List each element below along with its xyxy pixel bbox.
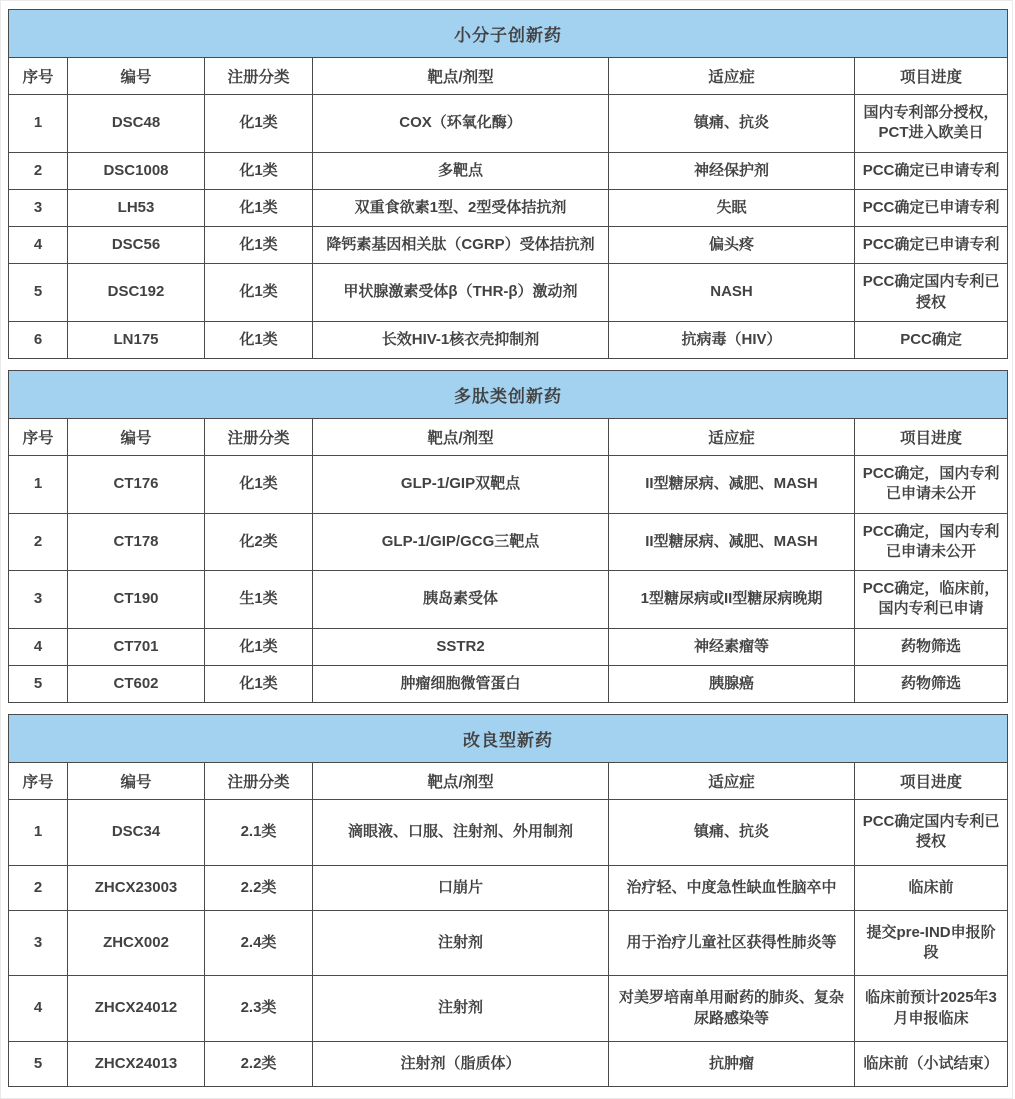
- table-row: [9, 665, 1008, 702]
- cell-target: 注射剂: [313, 976, 609, 1042]
- cell-target: COX（环氧化酶）: [313, 95, 609, 153]
- cell-category: 化1类: [205, 665, 313, 702]
- cell-code: LH53: [68, 189, 205, 226]
- column-header-category: 注册分类: [205, 58, 313, 95]
- cell-category: 化1类: [205, 321, 313, 358]
- cell-code: LN175: [68, 321, 205, 358]
- cell-code: DSC48: [68, 95, 205, 153]
- cell-progress: PCC确定国内专利已授权: [855, 264, 1008, 322]
- column-header-progress: 项目进度: [855, 58, 1008, 95]
- cell-no: 2: [9, 513, 68, 571]
- cell-indication: 治疗轻、中度急性缺血性脑卒中: [609, 865, 855, 910]
- cell-category: 化1类: [205, 152, 313, 189]
- table-improved-new-drugs: [8, 714, 1008, 1087]
- cell-category: 化2类: [205, 513, 313, 571]
- cell-code: ZHCX23003: [68, 865, 205, 910]
- column-header-code: 编号: [68, 419, 205, 456]
- cell-target: 注射剂: [313, 910, 609, 976]
- column-header-indication: 适应症: [609, 763, 855, 800]
- cell-target: 甲状腺激素受体β（THR-β）激动剂: [313, 264, 609, 322]
- table-title-row: [9, 371, 1008, 419]
- cell-category: 生1类: [205, 571, 313, 629]
- column-header-code: 编号: [68, 763, 205, 800]
- cell-target: 多靶点: [313, 152, 609, 189]
- cell-no: 3: [9, 189, 68, 226]
- cell-target: SSTR2: [313, 628, 609, 665]
- cell-progress: 临床前: [855, 865, 1008, 910]
- cell-progress: 药物筛选: [855, 628, 1008, 665]
- cell-progress: 临床前预计2025年3月申报临床: [855, 976, 1008, 1042]
- cell-target: 双重食欲素1型、2型受体拮抗剂: [313, 189, 609, 226]
- cell-progress: 提交pre-IND申报阶段: [855, 910, 1008, 976]
- cell-indication: 神经素瘤等: [609, 628, 855, 665]
- cell-category: 化1类: [205, 227, 313, 264]
- cell-category: 2.1类: [205, 800, 313, 866]
- cell-progress: PCC确定已申请专利: [855, 152, 1008, 189]
- cell-category: 化1类: [205, 189, 313, 226]
- cell-no: 1: [9, 95, 68, 153]
- table-row: [9, 571, 1008, 629]
- cell-progress: PCC确定已申请专利: [855, 227, 1008, 264]
- cell-indication: 神经保护剂: [609, 152, 855, 189]
- cell-code: DSC192: [68, 264, 205, 322]
- cell-indication: 用于治疗儿童社区获得性肺炎等: [609, 910, 855, 976]
- column-header-row: [9, 58, 1008, 95]
- cell-code: CT178: [68, 513, 205, 571]
- cell-code: CT701: [68, 628, 205, 665]
- cell-no: 2: [9, 152, 68, 189]
- table-row: [9, 227, 1008, 264]
- table-title-row: [9, 10, 1008, 58]
- column-header-target: 靶点/剂型: [313, 419, 609, 456]
- cell-progress: 临床前（小试结束）: [855, 1041, 1008, 1086]
- cell-code: DSC56: [68, 227, 205, 264]
- cell-indication: II型糖尿病、减肥、MASH: [609, 513, 855, 571]
- cell-no: 5: [9, 264, 68, 322]
- cell-category: 2.2类: [205, 865, 313, 910]
- cell-target: 胰岛素受体: [313, 571, 609, 629]
- cell-indication: 偏头疼: [609, 227, 855, 264]
- table-polypeptide-innovative-drugs: [8, 370, 1008, 703]
- cell-category: 2.3类: [205, 976, 313, 1042]
- cell-no: 5: [9, 665, 68, 702]
- column-header-target: 靶点/剂型: [313, 763, 609, 800]
- cell-progress: PCC确定，国内专利已申请未公开: [855, 456, 1008, 514]
- cell-indication: NASH: [609, 264, 855, 322]
- cell-progress: 国内专利部分授权，PCT进入欧美日: [855, 95, 1008, 153]
- cell-progress: PCC确定，临床前，国内专利已申请: [855, 571, 1008, 629]
- table-title: 改良型新药: [9, 715, 1008, 763]
- column-header-no: 序号: [9, 763, 68, 800]
- column-header-row: [9, 763, 1008, 800]
- column-header-row: [9, 419, 1008, 456]
- cell-category: 化1类: [205, 264, 313, 322]
- cell-no: 3: [9, 910, 68, 976]
- cell-progress: PCC确定已申请专利: [855, 189, 1008, 226]
- table-row: [9, 152, 1008, 189]
- column-header-indication: 适应症: [609, 58, 855, 95]
- cell-code: DSC1008: [68, 152, 205, 189]
- cell-code: ZHCX24013: [68, 1041, 205, 1086]
- cell-category: 化1类: [205, 456, 313, 514]
- table-row: [9, 456, 1008, 514]
- column-header-progress: 项目进度: [855, 763, 1008, 800]
- cell-indication: 抗病毒（HIV）: [609, 321, 855, 358]
- cell-code: ZHCX002: [68, 910, 205, 976]
- cell-indication: II型糖尿病、减肥、MASH: [609, 456, 855, 514]
- cell-target: 注射剂（脂质体）: [313, 1041, 609, 1086]
- column-header-progress: 项目进度: [855, 419, 1008, 456]
- column-header-no: 序号: [9, 419, 68, 456]
- cell-indication: 失眠: [609, 189, 855, 226]
- cell-code: CT190: [68, 571, 205, 629]
- column-header-category: 注册分类: [205, 763, 313, 800]
- table-row: [9, 865, 1008, 910]
- table-small-molecule-innovative-drugs: [8, 9, 1008, 359]
- table-title-row: [9, 715, 1008, 763]
- cell-indication: 对美罗培南单用耐药的肺炎、复杂尿路感染等: [609, 976, 855, 1042]
- cell-indication: 抗肿瘤: [609, 1041, 855, 1086]
- table-row: [9, 264, 1008, 322]
- table-row: [9, 976, 1008, 1042]
- cell-no: 4: [9, 227, 68, 264]
- cell-progress: PCC确定国内专利已授权: [855, 800, 1008, 866]
- cell-target: GLP-1/GIP/GCG三靶点: [313, 513, 609, 571]
- cell-no: 6: [9, 321, 68, 358]
- cell-no: 3: [9, 571, 68, 629]
- column-header-code: 编号: [68, 58, 205, 95]
- cell-target: 口崩片: [313, 865, 609, 910]
- cell-no: 2: [9, 865, 68, 910]
- cell-target: 肿瘤细胞微管蛋白: [313, 665, 609, 702]
- column-header-no: 序号: [9, 58, 68, 95]
- cell-target: 滴眼液、口服、注射剂、外用制剂: [313, 800, 609, 866]
- table-row: [9, 95, 1008, 153]
- cell-code: DSC34: [68, 800, 205, 866]
- cell-progress: PCC确定，国内专利已申请未公开: [855, 513, 1008, 571]
- cell-category: 化1类: [205, 95, 313, 153]
- cell-category: 2.4类: [205, 910, 313, 976]
- cell-progress: 药物筛选: [855, 665, 1008, 702]
- cell-no: 1: [9, 800, 68, 866]
- cell-indication: 胰腺癌: [609, 665, 855, 702]
- column-header-indication: 适应症: [609, 419, 855, 456]
- table-row: [9, 189, 1008, 226]
- cell-category: 2.2类: [205, 1041, 313, 1086]
- cell-target: 降钙素基因相关肽（CGRP）受体拮抗剂: [313, 227, 609, 264]
- table-row: [9, 1041, 1008, 1086]
- cell-indication: 镇痛、抗炎: [609, 800, 855, 866]
- table-row: [9, 800, 1008, 866]
- cell-category: 化1类: [205, 628, 313, 665]
- cell-no: 1: [9, 456, 68, 514]
- table-row: [9, 628, 1008, 665]
- cell-no: 4: [9, 628, 68, 665]
- table-row: [9, 910, 1008, 976]
- cell-target: 长效HIV-1核衣壳抑制剂: [313, 321, 609, 358]
- table-title: 小分子创新药: [9, 10, 1008, 58]
- cell-code: CT602: [68, 665, 205, 702]
- column-header-target: 靶点/剂型: [313, 58, 609, 95]
- cell-no: 5: [9, 1041, 68, 1086]
- cell-code: CT176: [68, 456, 205, 514]
- table-title: 多肽类创新药: [9, 371, 1008, 419]
- table-row: [9, 513, 1008, 571]
- column-header-category: 注册分类: [205, 419, 313, 456]
- cell-target: GLP-1/GIP双靶点: [313, 456, 609, 514]
- cell-indication: 镇痛、抗炎: [609, 95, 855, 153]
- table-row: [9, 321, 1008, 358]
- cell-progress: PCC确定: [855, 321, 1008, 358]
- cell-no: 4: [9, 976, 68, 1042]
- cell-code: ZHCX24012: [68, 976, 205, 1042]
- cell-indication: 1型糖尿病或II型糖尿病晚期: [609, 571, 855, 629]
